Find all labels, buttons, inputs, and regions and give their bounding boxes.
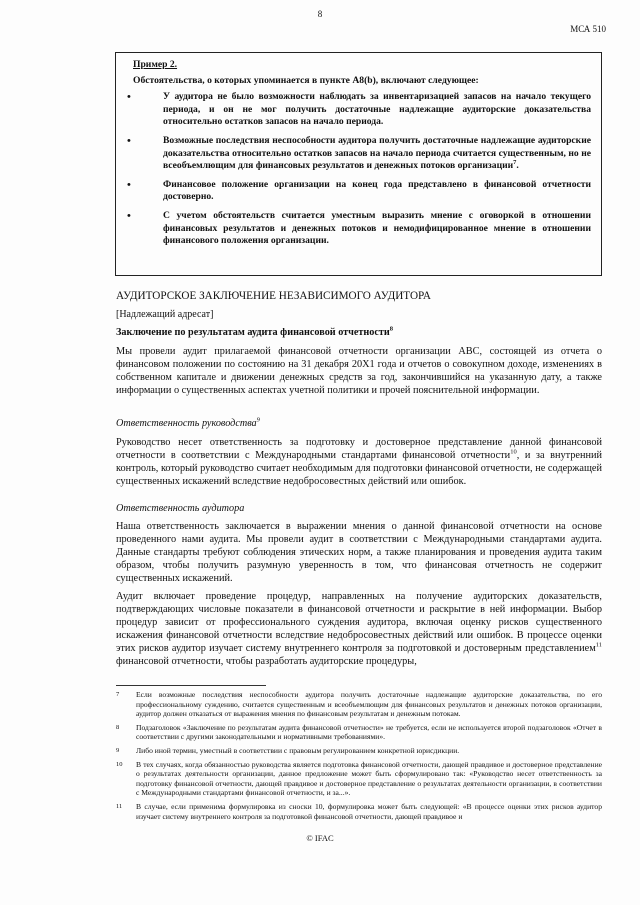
paragraph-auditor-responsibility: Наша ответственность заключается в выражении мнения о данной финансовой отчетности на основе проведенного нами аудита. Мы провели аудит в соответствии с Международными стандартами аудита. Данные стандарты требуют соблюдения этических норм, а также планирования и проведения аудита таким образом, чтобы получить разумную уверенность в том, что финансовая отчетность не содержит существенных искажений. (116, 521, 602, 584)
footnote-text: Либо иной термин, уместный в соответствии с правовым регулированием конкретной юрисдикции. (136, 745, 460, 755)
footnote-ref: 10 (510, 448, 517, 456)
report-title: АУДИТОРСКОЕ ЗАКЛЮЧЕНИЕ НЕЗАВИСИМОГО АУДИТОРА (116, 290, 431, 302)
bullet-icon: • (127, 91, 131, 104)
example-bullet-item (127, 91, 591, 129)
footnote-divider (116, 685, 266, 686)
footnote-text: В случае, если применима формулировка из сноски 10, формулировка может быть следующей: «В процессе оценки этих рисков аудитор изучает систему внутреннего контроля за подготовкой финансовой отчетности, дающей правдивое и (136, 801, 602, 821)
footnote-number: 9 (116, 746, 120, 754)
copyright-footer: © IFAC (306, 833, 334, 843)
footnote-number: 8 (116, 723, 120, 731)
subheading-text: Ответственность руководства (116, 418, 257, 429)
footnote-ref: 7 (513, 158, 517, 166)
footnote-ref: 11 (595, 641, 602, 649)
example-title: Пример 2. (133, 59, 178, 70)
footnote-text: Если возможные последствия неспособности аудитора получить достаточные надлежащие аудиторские доказательства, по его профессиональному суждению, считается существенным и всеобъемлющим для финансовых результатов и денежных потоков организации, аудитор должен отказаться от выражения мнения по финансовым результатам и денежным потокам. (136, 690, 602, 719)
footnote-ref: 9 (256, 416, 260, 424)
bullet-icon: • (127, 134, 131, 147)
document-code: МСА 510 (570, 24, 606, 34)
paragraph-management (116, 437, 602, 489)
paragraph-text: Руководство несет ответственность за подготовку и достоверное представление данной финансовой отчетности в соответствии с Международными стандартами финансовой отчетности (116, 437, 602, 461)
footnote (116, 690, 602, 719)
example-intro: Обстоятельства, о которых упоминается в пункте A8(b), включают следующее: (133, 74, 479, 86)
paragraph-text: Аудит включает проведение процедур, направленных на получение аудиторских доказательств, подтверждающих числовые показатели в финансовой отчетности и раскрытие в ней информации. Выбор процедур зависит от профессионального суждения аудитора, включая оценку рисков существенного искажения финансовой отчетности вследствие недобросовестных действий или ошибок. В процессе оценки этих рисков аудитор изучает систему внутреннего контроля за подготовкой и достоверным представлением (116, 591, 602, 654)
example-bullet-text: Финансовое положение организации на конец года представлено в финансовой отчетности достоверно. (163, 178, 591, 203)
footnote (116, 802, 602, 821)
example-box (115, 52, 602, 276)
paragraph-text: , и за внутренний контроль, который руководство считает необходимым для подготовки финансовой отчетности, не содержащей существенных искажений вследствие недобросовестных действий или ошибок. (116, 449, 602, 487)
footnote-ref: 8 (389, 325, 394, 333)
footnote-number: 11 (116, 802, 123, 810)
paragraph-audit-procedures (116, 591, 602, 668)
bullet-icon: • (127, 209, 131, 222)
example-bullet-list (127, 91, 591, 248)
section-heading-text: Заключение по результатам аудита финансовой отчетности (116, 327, 390, 338)
paragraph-intro: Мы провели аудит прилагаемой финансовой отчетности организации ABC, состоящей из отчета о финансовом положении по состоянию на 31 декабря 20X1 года и отчетов о совокупном доходе, изменениях в собственном капитале и движении денежных средств за год, закончившийся на указанную дату, а также информации о существенных аспектах учетной политики и прочей пояснительной информации. (116, 346, 602, 396)
example-bullet-text: У аудитора не было возможности наблюдать за инвентаризацией запасов на начало текущего периода, и он не мог получить достаточные надлежащие аудиторские доказательства относительно остатков запасов на начало периода. (163, 91, 591, 128)
subheading-management (116, 418, 602, 431)
example-bullet-text: Возможные последствия неспособности аудитора получить достаточные надлежащие аудиторские доказательства относительно остатков запасов на начало периода считается существенным, но не всеобъемлющим для финансовых результатов и денежных потоков организации (163, 134, 591, 172)
subheading-auditor: Ответственность аудитора (116, 503, 245, 514)
bullet-icon: • (127, 178, 131, 191)
example-bullet-text: С учетом обстоятельств считается уместным выразить мнение с оговоркой в отношении финансовых результатов и денежных потоков и немодифицированное мнение в отношении финансового положения организации. (163, 209, 591, 247)
footnote (116, 746, 602, 756)
example-bullet-item: • Возможные последствия неспособности аудитора получить достаточные надлежащие аудиторские доказательства относительно остатков запасов на начало периода считается существенным, но не всеобъемлющим для финансовых результатов и денежных потоков организации$^7$. (127, 134, 591, 172)
paragraph-text: финансовой отчетности, чтобы разработать аудиторские процедуры, (116, 655, 417, 667)
example-bullet-item (127, 178, 591, 204)
footnote (116, 723, 602, 742)
section-heading-opinion (116, 327, 602, 340)
report-addressee: [Надлежащий адресат] (116, 309, 214, 320)
example-bullet-item (127, 209, 591, 248)
footnote-text: В тех случаях, когда обязанностью руководства является подготовка финансовой отчетности, дающей правдивое и достоверное представление о результатах деятельности организации, данное предложение может быть сформулировано так: «Руководство несет ответственность за подготовку финансовой отчетности, дающей правдивое и достоверное представление о результатах деятельности организации, в соответствии с Международными стандартами финансовой отчетности, и за...». (136, 759, 602, 798)
page-number: 8 (317, 9, 323, 19)
footnote (116, 760, 602, 798)
footnotes (116, 690, 602, 825)
footnote-number: 7 (116, 691, 120, 698)
footnote-text: Подзаголовок «Заключение по результатам аудита финансовой отчетности» не требуется, если не используется второй подзаголовок «Отчет в соответствии с другими законодательными и нормативными требованиями». (136, 722, 602, 742)
footnote-number: 10 (116, 760, 123, 768)
